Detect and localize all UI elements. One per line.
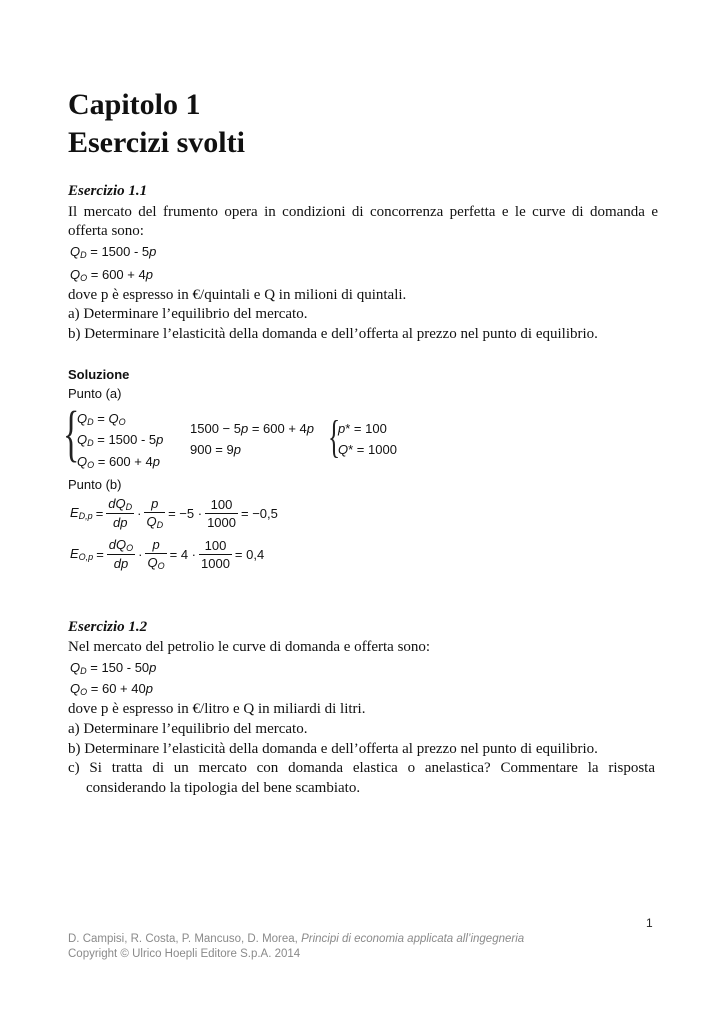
- result-brace: {: [328, 411, 341, 462]
- question-a: a) Determinare l’equilibrio del mercato.: [68, 306, 308, 322]
- equilibrium-step-1: 1500 − 5p = 600 + 4p: [190, 421, 314, 436]
- footer-authors: D. Campisi, R. Costa, P. Mancuso, D. Morea,: [68, 933, 302, 945]
- oil-supply-equation: $Q_O = 60 + 40p$: [70, 681, 153, 697]
- system-line-1: $Q_D = Q_O$: [77, 411, 126, 427]
- oil-question-c-line2: considerando la tipologia del bene scambiato.: [86, 780, 361, 796]
- equilibrium-price: p* = 100: [338, 421, 387, 436]
- footer-book-title: Principi di economia applicata all’ingegneria: [301, 933, 525, 945]
- equilibrium-quantity: Q* = 1000: [338, 442, 397, 457]
- exercise-1-1-title: Esercizio 1.1: [68, 183, 148, 199]
- system-line-2: $Q_D = 1500 - 5p$: [77, 432, 164, 448]
- question-b: b) Determinare l’elasticità della domanda e dell’offerta al prezzo nel punto di equilibrio.: [68, 326, 598, 342]
- units-note: dove p è espresso in €/quintali e Q in milioni di quintali.: [68, 287, 407, 303]
- chapter-subtitle: Esercizi svolti: [68, 126, 245, 159]
- solution-title: Soluzione: [68, 367, 130, 382]
- oil-units-note: dove p è espresso in €/litro e Q in miliardi di litri.: [68, 701, 366, 717]
- exercise-1-1-intro-line1: Il mercato del frumento opera in condizioni di concorrenza perfetta e le curve di domanda e: [68, 204, 658, 220]
- exercise-1-2-intro: Nel mercato del petrolio le curve di domanda e offerta sono:: [68, 639, 431, 655]
- demand-elasticity-formula: $E_{D,p}$ = $\frac{dQ_D}{dp}$ · $\frac{p}{Q_D}$ = −5 · $\frac{100}{1000}$ = −0,5: [70, 496, 278, 530]
- exercise-1-2-title: Esercizio 1.2: [68, 619, 148, 635]
- punto-b-label: Punto (b): [68, 477, 122, 492]
- supply-elasticity-formula: $E_{O,p}$ = $\frac{dQ_O}{dp}$ · $\frac{p}{Q_O}$ = 4 · $\frac{100}{1000}$ = 0,4: [70, 537, 265, 571]
- chapter-title: Capitolo 1: [68, 88, 201, 121]
- chapter-heading: [68, 86, 245, 162]
- equilibrium-step-2: 900 = 9p: [190, 442, 241, 457]
- oil-demand-equation: $Q_D = 150 - 50p$: [70, 660, 157, 676]
- oil-question-b: b) Determinare l’elasticità della domanda e dell’offerta al prezzo nel punto di equilibrio.: [68, 741, 598, 757]
- supply-equation: $Q_O = 600 + 4p$: [70, 267, 153, 283]
- exercise-1-1-intro-line2: offerta sono:: [68, 223, 144, 239]
- footer-copyright: Copyright © Ulrico Hoepli Editore S.p.A. 2014: [68, 948, 301, 960]
- oil-question-c-line1: c) Si tratta di un mercato con domanda elastica o anelastica? Commentare la risposta: [68, 760, 655, 776]
- system-brace: {: [63, 400, 80, 468]
- footer-citation: [68, 933, 524, 945]
- oil-question-a: a) Determinare l’equilibrio del mercato.: [68, 721, 308, 737]
- demand-equation: $Q_D = 1500 - 5p$: [70, 244, 157, 260]
- punto-a-label: Punto (a): [68, 386, 122, 401]
- page-number: 1: [646, 916, 653, 930]
- system-line-3: $Q_O = 600 + 4p$: [77, 454, 160, 470]
